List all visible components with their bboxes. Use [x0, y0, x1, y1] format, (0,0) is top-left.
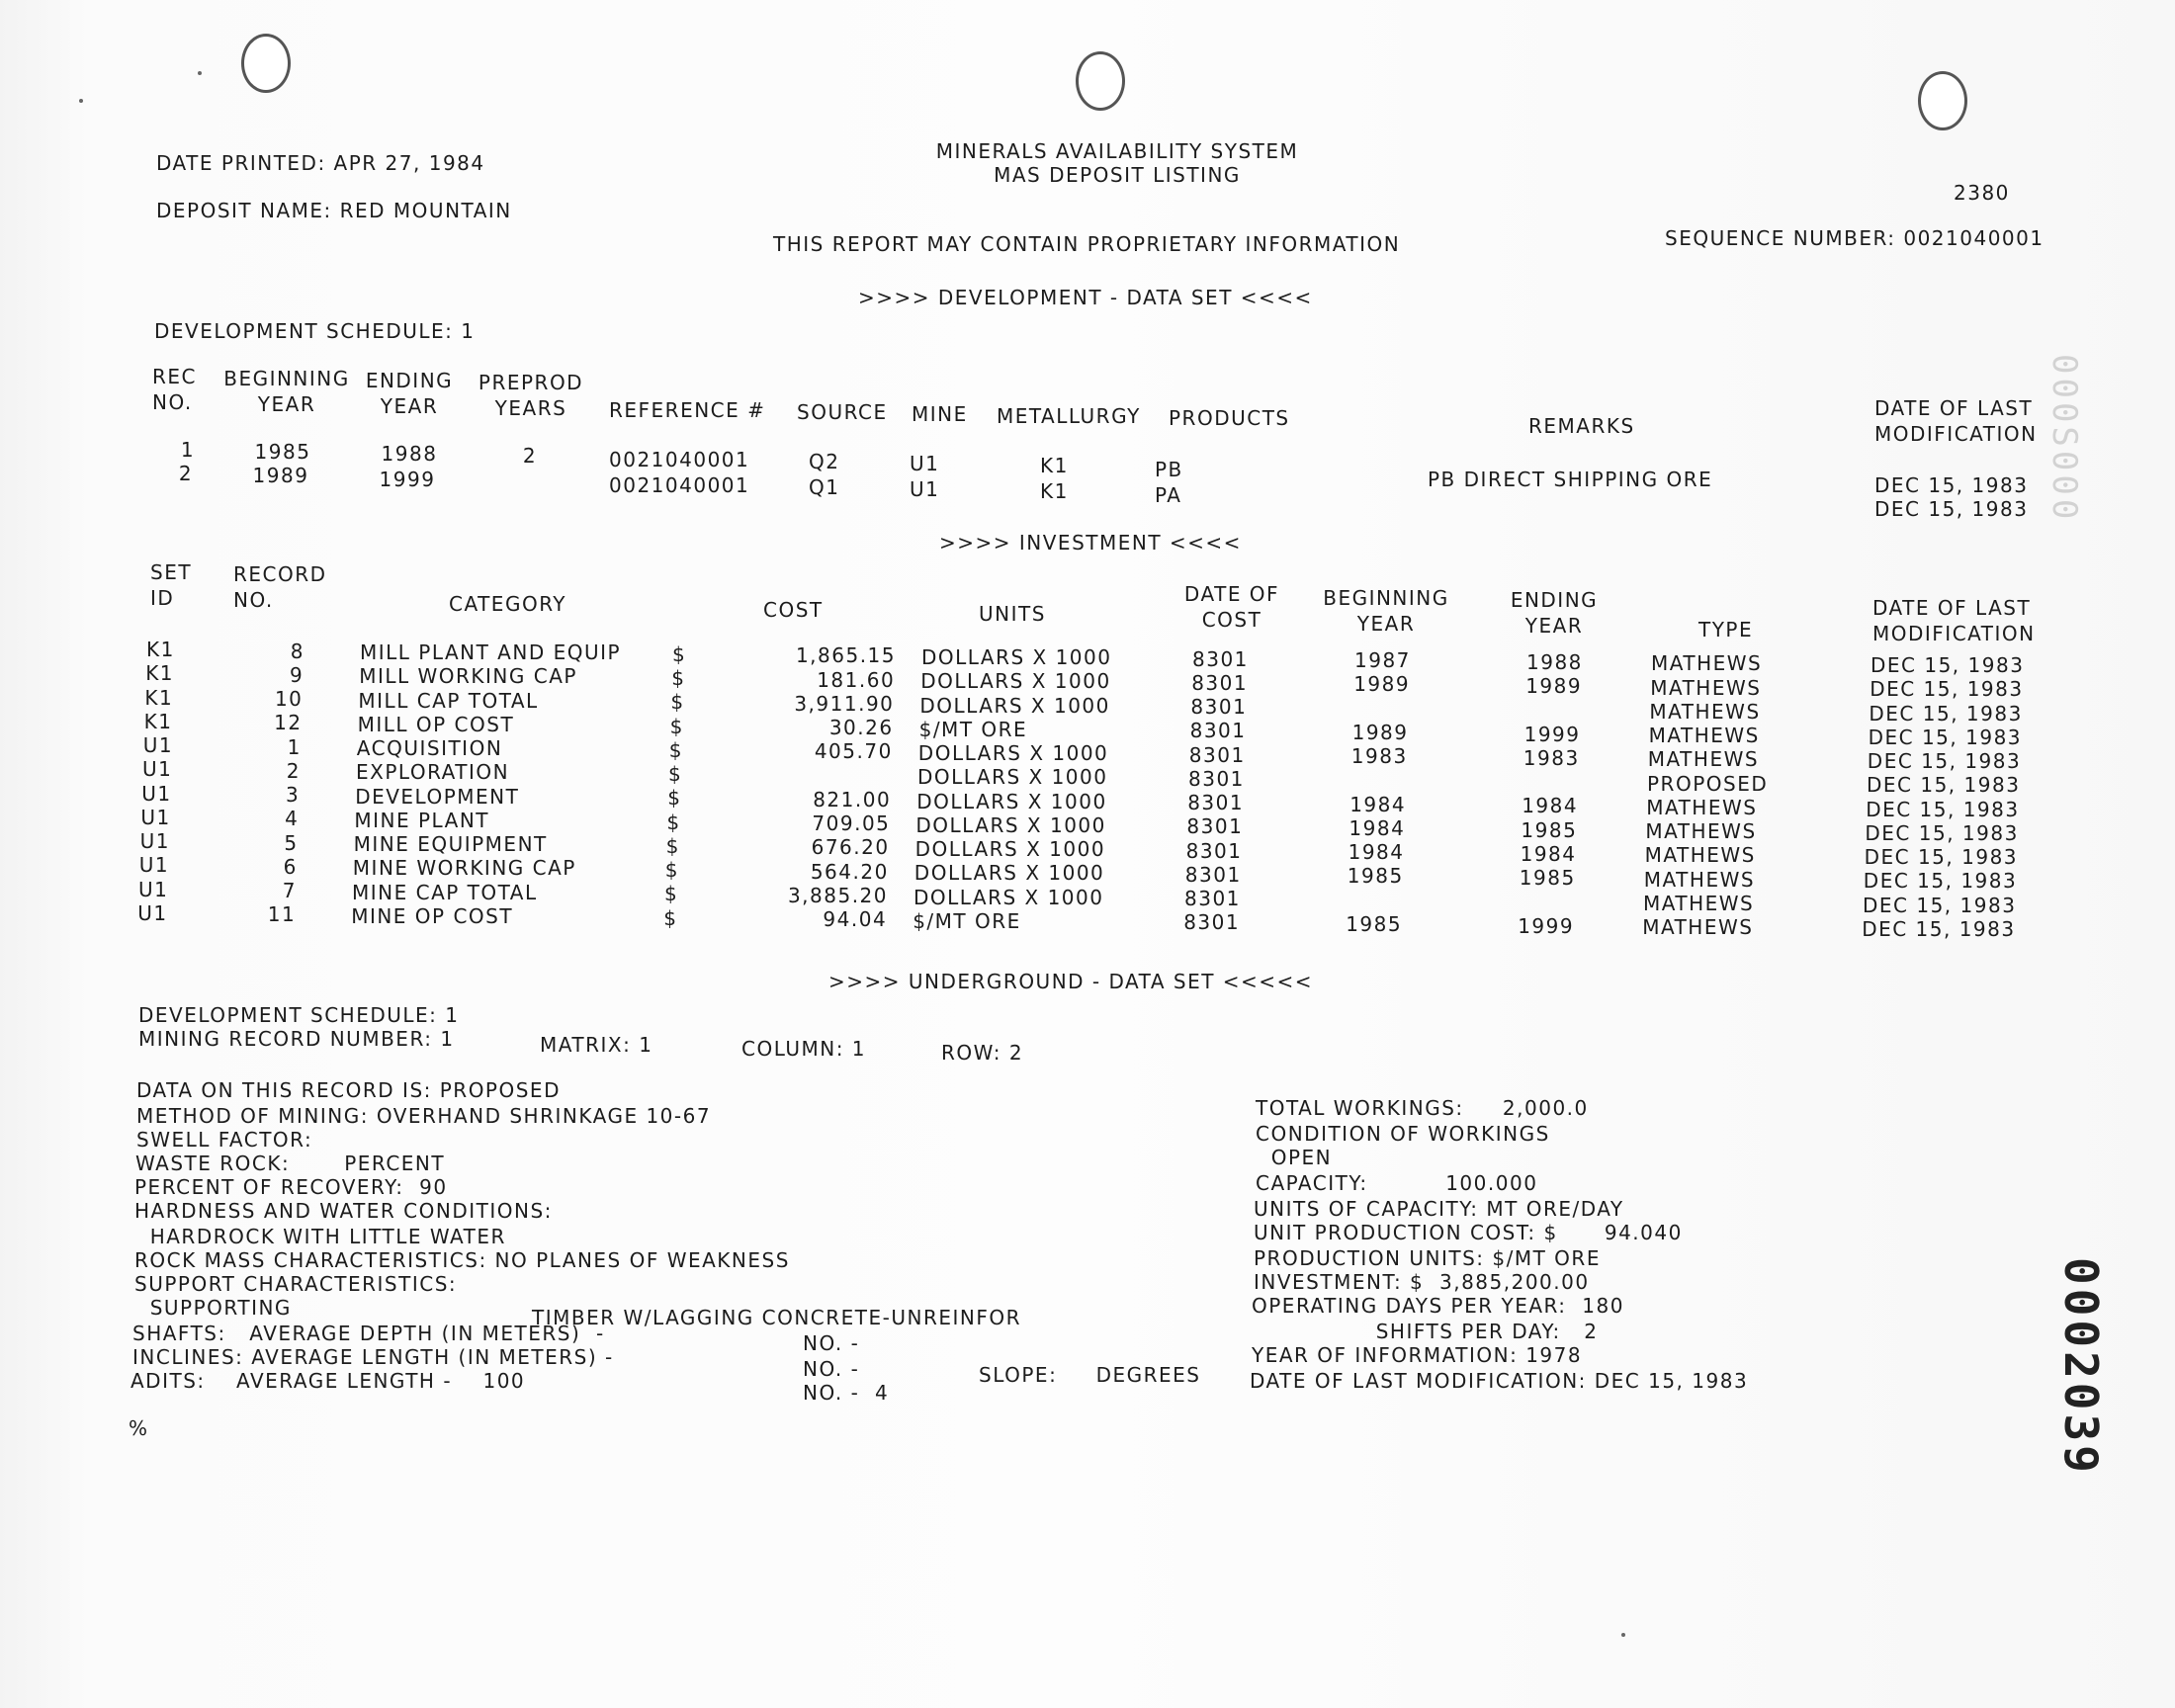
inv-cell-date: DEC 15, 1983 [1865, 820, 2019, 845]
inv-cell-dollar: $ [664, 882, 679, 906]
inv-cell-category: ACQUISITION [356, 736, 503, 761]
inv-cell-type: MATHEWS [1649, 699, 1761, 724]
inv-cell-dollar: $ [671, 666, 686, 691]
ug-right-line: CAPACITY: 100.000 [1256, 1171, 1538, 1195]
inv-cell-date: DEC 15, 1983 [1864, 845, 2019, 869]
inv-header-record: RECORD [233, 562, 327, 586]
dev-cell-mine: U1 [910, 477, 940, 501]
faint-side-stamp: 000S000 [2044, 354, 2084, 524]
ug-left-line: HARDROCK WITH LITTLE WATER [134, 1225, 506, 1248]
inv-cell-begin: 1985 [1346, 911, 1403, 936]
ug-right-line: CONDITION OF WORKINGS [1256, 1122, 1550, 1146]
inv-cell-date-cost: 8301 [1186, 814, 1244, 839]
ug-left-line: WASTE ROCK: PERCENT [135, 1152, 446, 1175]
inv-cell-begin: 1984 [1348, 815, 1406, 840]
dev-cell-products: PA [1155, 483, 1182, 507]
dev-cell-metallurgy: K1 [1040, 479, 1069, 503]
inv-header-category: CATEGORY [449, 592, 567, 616]
inv-cell-date: DEC 15, 1983 [1867, 773, 2021, 798]
speck [1621, 1633, 1625, 1637]
inv-cell-record: 1 [287, 734, 302, 759]
inv-cell-date-cost: 8301 [1184, 862, 1242, 887]
ug-shafts-no: NO. - [803, 1331, 860, 1355]
inv-cell-date-cost: 8301 [1189, 719, 1247, 743]
inv-cell-end: 1983 [1522, 745, 1580, 770]
listing-title: MAS DEPOSIT LISTING [994, 163, 1241, 187]
ug-right-line: DATE OF LAST MODIFICATION: DEC 15, 1983 [1250, 1369, 1749, 1393]
col-header-begin-year: BEGINNING [223, 367, 350, 390]
dev-cell-rec: 1 [180, 438, 196, 462]
inv-cell-units: DOLLARS X 1000 [919, 693, 1110, 718]
col-header-end-year: ENDING [365, 369, 454, 392]
inv-cell-type: MATHEWS [1647, 747, 1760, 772]
inv-cell-cost: 405.70 [814, 739, 893, 764]
system-title: MINERALS AVAILABILITY SYSTEM [935, 139, 1299, 163]
inv-cell-dollar: $ [664, 858, 680, 883]
inv-cell-set: U1 [139, 829, 170, 853]
inv-header-begin-year: YEAR [1356, 612, 1416, 636]
ug-right-line: UNITS OF CAPACITY: MT ORE/DAY [1254, 1197, 1624, 1221]
inv-cell-begin: 1989 [1353, 672, 1411, 697]
deposit-name: DEPOSIT NAME: RED MOUNTAIN [156, 199, 512, 222]
inv-cell-begin: 1985 [1347, 864, 1404, 889]
ug-mining-record: MINING RECORD NUMBER: 1 [138, 1027, 455, 1051]
inv-cell-category: EXPLORATION [356, 760, 510, 785]
percent-mark: % [129, 1416, 149, 1440]
sequence-number: SEQUENCE NUMBER: 0021040001 [1665, 226, 2044, 250]
ug-left-line: HARDNESS AND WATER CONDITIONS: [134, 1199, 553, 1223]
inv-cell-units: DOLLARS X 1000 [917, 741, 1109, 765]
inv-cell-dollar: $ [666, 810, 681, 834]
inv-header-type: TYPE [1698, 618, 1754, 641]
inv-cell-category: MILL CAP TOTAL [358, 688, 539, 713]
inv-cell-end: 1999 [1518, 913, 1575, 938]
inv-cell-date: DEC 15, 1983 [1867, 749, 2022, 773]
development-schedule: DEVELOPMENT SCHEDULE: 1 [154, 319, 476, 343]
inv-cell-date: DEC 15, 1983 [1866, 797, 2020, 821]
inv-cell-record: 6 [283, 854, 298, 879]
inv-cell-record: 11 [267, 902, 297, 927]
inv-cell-end: 1988 [1526, 649, 1583, 674]
inv-cell-begin: 1989 [1351, 720, 1409, 744]
inv-cell-type: MATHEWS [1650, 675, 1762, 700]
inv-cell-cost: 564.20 [810, 859, 889, 884]
ug-right-line: YEAR OF INFORMATION: 1978 [1252, 1343, 1583, 1367]
inv-cell-cost: 709.05 [812, 811, 891, 836]
inv-cell-dollar: $ [670, 690, 685, 715]
ug-right-line: OPERATING DAYS PER YEAR: 180 [1252, 1294, 1624, 1318]
inv-cell-units: DOLLARS X 1000 [920, 669, 1111, 694]
inv-cell-dollar: $ [669, 714, 684, 738]
inv-cell-dollar: $ [668, 737, 684, 762]
inv-cell-date: DEC 15, 1983 [1863, 869, 2018, 894]
inv-cell-cost: 821.00 [813, 787, 892, 811]
inv-cell-category: MINE EQUIPMENT [353, 832, 548, 857]
inv-cell-record: 5 [284, 830, 299, 855]
dev-cell-remarks: PB DIRECT SHIPPING ORE [1428, 468, 1713, 491]
inv-cell-date-cost: 8301 [1190, 695, 1248, 720]
inv-cell-cost: 676.20 [811, 835, 890, 860]
inv-cell-set: K1 [143, 709, 173, 733]
inv-header-date-cost: COST [1201, 608, 1262, 632]
speck [79, 99, 83, 103]
inv-cell-date: DEC 15, 1983 [1862, 916, 2016, 941]
inv-cell-type: MATHEWS [1646, 795, 1758, 819]
inv-header-cost: COST [763, 598, 824, 622]
inv-cell-set: U1 [140, 805, 171, 829]
col-header-reference: REFERENCE # [609, 398, 766, 422]
ug-slope: SLOPE: DEGREES [979, 1363, 1201, 1387]
ug-right-line: PRODUCTION UNITS: $/MT ORE [1254, 1246, 1601, 1270]
inv-cell-set: U1 [138, 877, 169, 901]
ug-right-line: INVESTMENT: $ 3,885,200.00 [1254, 1270, 1590, 1294]
underground-section-title: >>>> UNDERGROUND - DATA SET <<<<< [828, 970, 1314, 993]
col-header-date-mod: DATE OF LAST [1874, 396, 2034, 420]
dev-cell-mine: U1 [910, 452, 940, 475]
inv-cell-type: MATHEWS [1648, 724, 1760, 748]
inv-cell-end: 1985 [1521, 817, 1578, 842]
inv-cell-set: U1 [142, 733, 174, 757]
inv-cell-end: 1989 [1525, 674, 1583, 699]
speck [198, 71, 202, 75]
col-header-remarks: REMARKS [1528, 414, 1635, 438]
inv-cell-record: 3 [285, 783, 301, 808]
ug-matrix: MATRIX: 1 [540, 1033, 653, 1057]
inv-header-record: NO. [233, 588, 274, 612]
dev-cell-date: DEC 15, 1983 [1874, 497, 2029, 521]
ug-row: ROW: 2 [941, 1041, 1024, 1065]
col-header-end-year: YEAR [380, 394, 439, 418]
col-header-date-mod: MODIFICATION [1874, 422, 2038, 446]
col-header-begin-year: YEAR [257, 392, 316, 416]
inv-header-set: SET [150, 560, 193, 584]
inv-cell-date: DEC 15, 1983 [1868, 725, 2023, 749]
inv-header-begin-year: BEGINNING [1323, 586, 1449, 610]
inv-cell-end: 1985 [1519, 866, 1576, 891]
inv-cell-date-cost: 8301 [1187, 791, 1245, 815]
inv-cell-units: DOLLARS X 1000 [921, 645, 1112, 669]
inv-cell-dollar: $ [667, 786, 682, 811]
inv-cell-date-cost: 8301 [1192, 646, 1249, 671]
inv-cell-begin: 1984 [1349, 792, 1407, 816]
inv-cell-units: $/MT ORE [913, 908, 1021, 933]
dev-cell-source: Q2 [809, 450, 840, 473]
inv-cell-category: MINE OP COST [351, 903, 514, 928]
ug-inclines-no: NO. - [803, 1357, 860, 1381]
inv-cell-record: 4 [285, 807, 300, 831]
inv-cell-cost: 181.60 [817, 667, 896, 692]
ug-left-line: ROCK MASS CHARACTERISTICS: NO PLANES OF WEAKNESS [134, 1248, 790, 1272]
inv-cell-end: 1984 [1520, 841, 1577, 866]
side-number-stamp: 0002039 [2054, 1257, 2108, 1477]
ug-adits-no: NO. - 4 [803, 1381, 890, 1405]
inv-header-set: ID [150, 586, 175, 610]
inv-cell-cost: 94.04 [823, 907, 888, 932]
inv-cell-date: DEC 15, 1983 [1870, 653, 2025, 677]
dev-cell-products: PB [1155, 458, 1183, 481]
inv-cell-cost: 3,911.90 [794, 691, 895, 716]
inv-cell-date: DEC 15, 1983 [1870, 677, 2024, 702]
punch-hole [241, 34, 291, 93]
inv-cell-units: DOLLARS X 1000 [914, 837, 1106, 861]
inv-cell-set: K1 [144, 685, 174, 710]
inv-cell-type: MATHEWS [1643, 867, 1756, 892]
inv-cell-type: MATHEWS [1642, 915, 1754, 940]
inv-cell-dollar: $ [665, 833, 680, 858]
inv-cell-begin: 1983 [1350, 744, 1408, 769]
inv-cell-units: DOLLARS X 1000 [916, 789, 1107, 813]
inv-cell-category: DEVELOPMENT [355, 784, 520, 809]
inv-cell-date: DEC 15, 1983 [1863, 893, 2017, 917]
inv-cell-set: U1 [137, 900, 168, 925]
dev-cell-source: Q1 [809, 475, 840, 499]
inv-header-date-cost: DATE OF [1183, 582, 1280, 606]
development-section-title: >>>> DEVELOPMENT - DATA SET <<<< [858, 286, 1313, 309]
ug-right-line: UNIT PRODUCTION COST: $ 94.040 [1254, 1221, 1683, 1244]
ug-left-line: PERCENT OF RECOVERY: 90 [134, 1175, 448, 1199]
ug-right-line: OPEN [1256, 1146, 1333, 1169]
inv-cell-begin: 1984 [1348, 840, 1405, 865]
inv-cell-cost: 1,865.15 [795, 643, 896, 668]
inv-cell-record: 2 [286, 758, 301, 783]
inv-cell-dollar: $ [672, 641, 687, 666]
ug-column: COLUMN: 1 [741, 1037, 867, 1061]
inv-cell-dollar: $ [668, 762, 683, 787]
inv-cell-end: 1984 [1522, 794, 1579, 818]
inv-cell-category: MILL WORKING CAP [359, 664, 577, 689]
inv-cell-category: MINE WORKING CAP [352, 856, 576, 881]
dev-cell-begin: 1985 [254, 440, 311, 464]
inv-cell-set: U1 [138, 853, 170, 878]
inv-cell-set: U1 [142, 757, 173, 782]
proprietary-notice: THIS REPORT MAY CONTAIN PROPRIETARY INFORMATION [773, 232, 1401, 256]
dev-cell-reference: 0021040001 [609, 448, 750, 471]
col-header-metallurgy: METALLURGY [997, 404, 1141, 428]
ug-right-line: TOTAL WORKINGS: 2,000.0 [1256, 1096, 1589, 1120]
inv-cell-record: 10 [274, 687, 304, 712]
inv-cell-category: MILL OP COST [357, 712, 515, 736]
dev-cell-begin: 1989 [252, 464, 309, 487]
inv-cell-set: U1 [141, 781, 172, 806]
inv-cell-type: MATHEWS [1651, 651, 1763, 676]
dev-cell-date: DEC 15, 1983 [1874, 473, 2029, 497]
dev-cell-reference: 0021040001 [609, 473, 750, 497]
ug-support-value: TIMBER W/LAGGING CONCRETE-UNREINFOR [532, 1306, 1022, 1329]
date-printed: DATE PRINTED: APR 27, 1984 [156, 151, 485, 175]
inv-cell-units: DOLLARS X 1000 [914, 861, 1105, 886]
inv-cell-set: K1 [146, 638, 175, 661]
ug-right-line: SHIFTS PER DAY: 2 [1252, 1320, 1599, 1343]
page-number: 2380 [1954, 181, 2010, 205]
inv-cell-units: DOLLARS X 1000 [914, 885, 1104, 909]
col-header-preprod: PREPROD [478, 371, 584, 394]
inv-cell-date: DEC 15, 1983 [1869, 701, 2023, 726]
col-header-rec: NO. [152, 390, 193, 414]
inv-cell-category: MINE PLANT [354, 808, 490, 832]
dev-cell-end: 1999 [379, 468, 436, 491]
inv-cell-date-cost: 8301 [1191, 670, 1249, 695]
dev-cell-end: 1988 [381, 442, 438, 466]
inv-cell-cost: 30.26 [828, 716, 894, 740]
inv-cell-end: 1999 [1523, 722, 1581, 746]
dev-cell-rec: 2 [178, 462, 194, 485]
punch-hole [1076, 51, 1125, 111]
col-header-source: SOURCE [797, 400, 888, 424]
inv-header-units: UNITS [979, 602, 1046, 626]
inv-cell-type: PROPOSED [1647, 771, 1769, 796]
inv-cell-dollar: $ [663, 905, 678, 930]
inv-cell-record: 9 [289, 662, 304, 687]
inv-cell-units: DOLLARS X 1000 [917, 765, 1108, 790]
inv-cell-units: DOLLARS X 1000 [915, 812, 1106, 837]
inv-cell-date-cost: 8301 [1184, 887, 1241, 911]
inv-header-end-year: YEAR [1524, 614, 1584, 638]
inv-cell-type: MATHEWS [1645, 819, 1757, 844]
inv-cell-type: MATHEWS [1644, 843, 1756, 868]
inv-header-end-year: ENDING [1510, 588, 1599, 612]
punch-hole [1918, 71, 1967, 130]
inv-cell-category: MILL PLANT AND EQUIP [360, 640, 622, 665]
inv-cell-begin: 1987 [1354, 648, 1411, 673]
inv-cell-date-cost: 8301 [1185, 838, 1243, 863]
inv-cell-category: MINE CAP TOTAL [352, 880, 538, 904]
inv-cell-date-cost: 8301 [1188, 766, 1245, 791]
col-header-preprod: YEARS [494, 396, 567, 420]
inv-cell-units: $/MT ORE [918, 717, 1028, 741]
inv-cell-record: 7 [282, 879, 297, 903]
ug-left-line: DATA ON THIS RECORD IS: PROPOSED [136, 1078, 561, 1102]
col-header-mine: MINE [912, 402, 968, 426]
ug-schedule: DEVELOPMENT SCHEDULE: 1 [138, 1003, 460, 1027]
dev-cell-metallurgy: K1 [1040, 454, 1069, 477]
inv-header-date-mod: DATE OF LAST [1872, 596, 2032, 620]
ug-adits: ADITS: AVERAGE LENGTH - 100 [130, 1369, 526, 1393]
inv-cell-type: MATHEWS [1643, 891, 1755, 915]
ug-left-line: SWELL FACTOR: [136, 1128, 313, 1152]
dev-cell-preprod: 2 [522, 444, 538, 468]
inv-cell-set: K1 [145, 661, 175, 686]
col-header-products: PRODUCTS [1169, 406, 1290, 430]
col-header-rec: REC [152, 365, 197, 388]
investment-section-title: >>>> INVESTMENT <<<< [939, 531, 1242, 555]
inv-cell-cost: 3,885.20 [787, 883, 888, 907]
inv-cell-date-cost: 8301 [1188, 742, 1246, 767]
ug-supporting: SUPPORTING [134, 1296, 292, 1320]
inv-cell-record: 12 [274, 711, 303, 735]
ug-left-line: SUPPORT CHARACTERISTICS: [134, 1272, 458, 1296]
inv-cell-date-cost: 8301 [1183, 910, 1241, 935]
ug-left-line: METHOD OF MINING: OVERHAND SHRINKAGE 10-67 [136, 1104, 712, 1128]
ug-inclines: INCLINES: AVERAGE LENGTH (IN METERS) - [132, 1345, 614, 1369]
inv-cell-record: 8 [290, 639, 304, 663]
inv-header-date-mod: MODIFICATION [1872, 622, 2036, 645]
ug-shafts: SHAFTS: AVERAGE DEPTH (IN METERS) - [132, 1322, 605, 1345]
